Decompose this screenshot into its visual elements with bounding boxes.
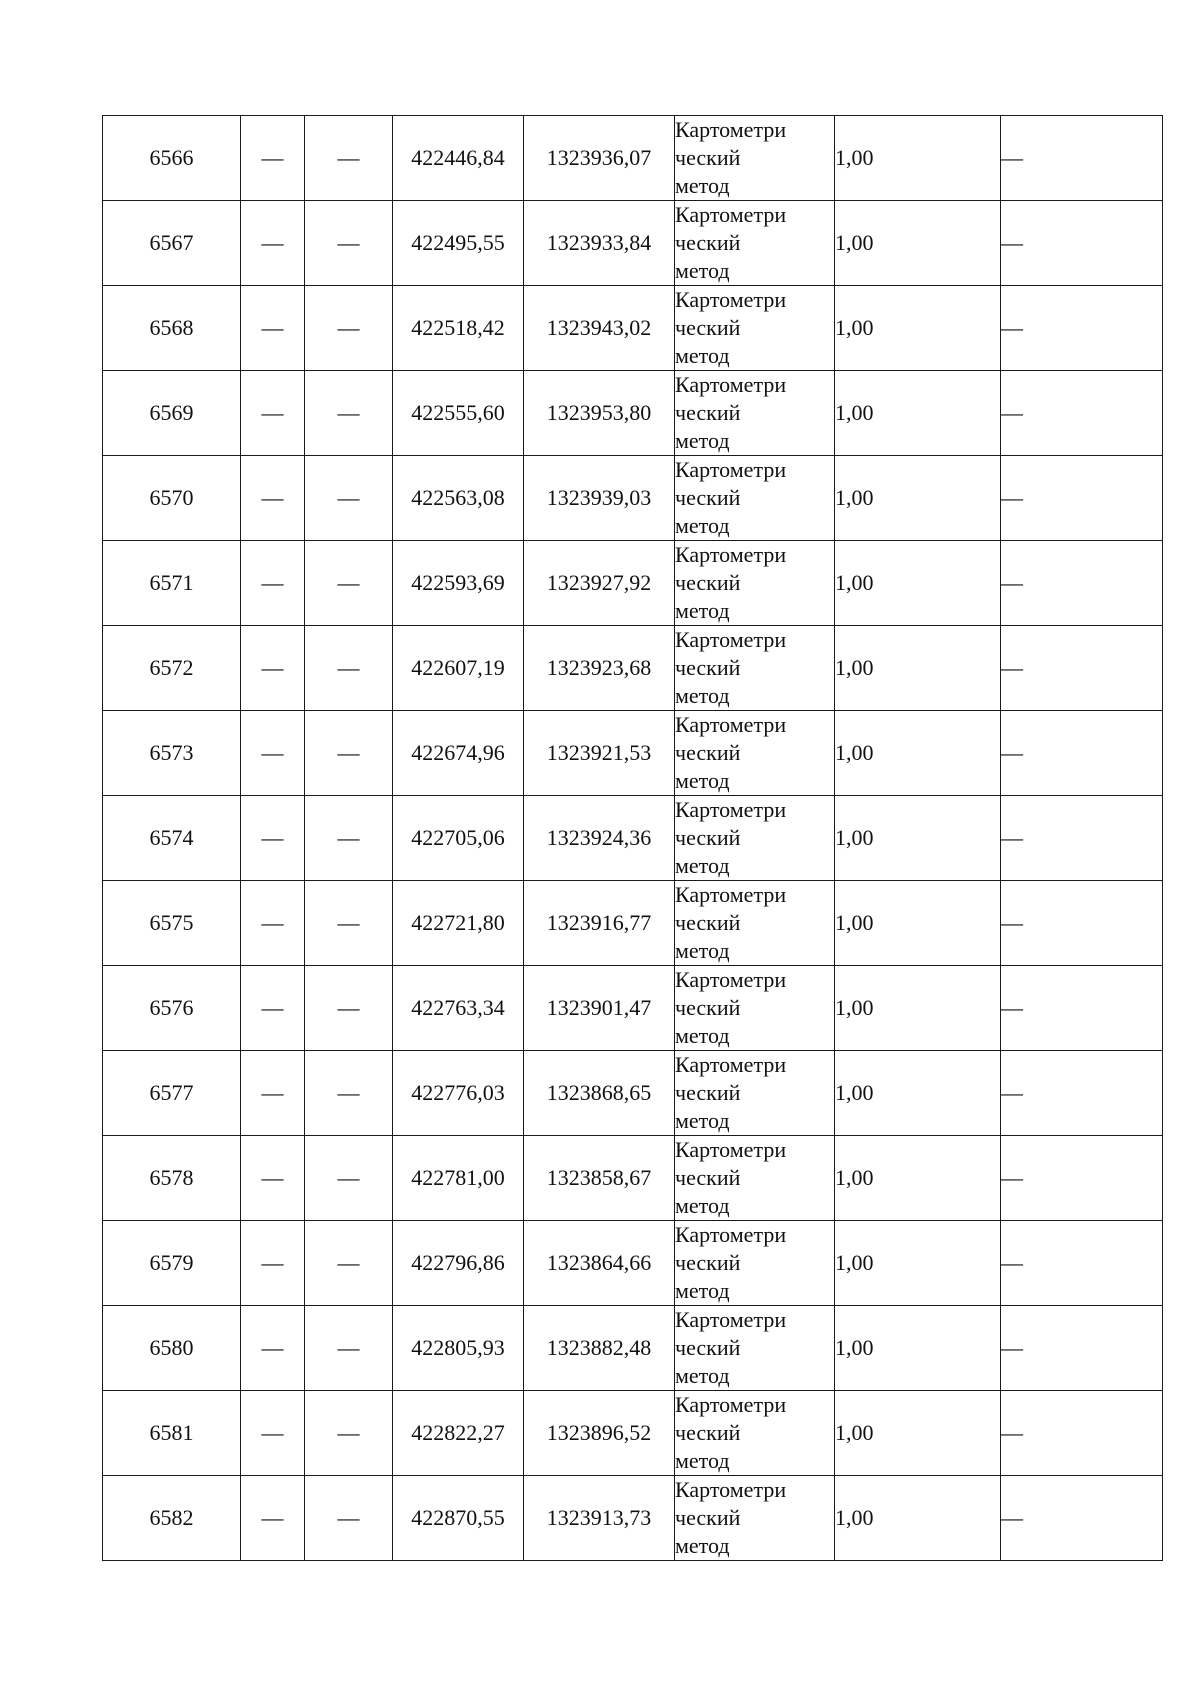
empty-dash-cell: —	[1001, 626, 1163, 711]
method-text-line: Картометри	[675, 287, 787, 312]
table-row	[103, 371, 1163, 456]
point-number-cell: 6571	[103, 541, 241, 626]
empty-dash-cell: —	[241, 1136, 305, 1221]
method-text-line: ческий	[675, 400, 741, 425]
method-text-line: Картометри	[675, 627, 787, 652]
point-number-cell: 6568	[103, 286, 241, 371]
method-text-line: ческий	[675, 1165, 741, 1190]
method-text-line: Картометри	[675, 1222, 787, 1247]
empty-dash-cell: —	[305, 711, 393, 796]
table-row	[103, 201, 1163, 286]
empty-dash-cell: —	[241, 371, 305, 456]
method-text-line: Картометри	[675, 1477, 787, 1502]
point-number-cell: 6574	[103, 796, 241, 881]
method-text-line: метод	[675, 1533, 730, 1558]
accuracy-cell: 1,00	[835, 1051, 1001, 1136]
coordinate-x-cell: 422705,06	[393, 796, 524, 881]
method-cell	[675, 1136, 835, 1221]
method-text-line: ческий	[675, 145, 741, 170]
empty-dash-cell: —	[1001, 1136, 1163, 1221]
point-number-cell: 6576	[103, 966, 241, 1051]
method-text-line: ческий	[675, 740, 741, 765]
table-row	[103, 1476, 1163, 1561]
empty-dash-cell: —	[241, 626, 305, 711]
method-text-line: метод	[675, 343, 730, 368]
coordinate-y-cell: 1323923,68	[524, 626, 675, 711]
method-cell	[675, 201, 835, 286]
coordinate-y-cell: 1323901,47	[524, 966, 675, 1051]
empty-dash-cell: —	[1001, 371, 1163, 456]
method-cell	[675, 1476, 835, 1561]
table-row	[103, 1221, 1163, 1306]
method-text-line: Картометри	[675, 882, 787, 907]
empty-dash-cell: —	[1001, 1391, 1163, 1476]
method-cell	[675, 966, 835, 1051]
method-text-line: Картометри	[675, 1137, 787, 1162]
empty-dash-cell: —	[1001, 456, 1163, 541]
point-number-cell: 6575	[103, 881, 241, 966]
empty-dash-cell: —	[305, 1051, 393, 1136]
table-row	[103, 1136, 1163, 1221]
table-row	[103, 1051, 1163, 1136]
empty-dash-cell: —	[305, 881, 393, 966]
method-cell	[675, 626, 835, 711]
accuracy-cell: 1,00	[835, 796, 1001, 881]
coordinate-y-cell: 1323943,02	[524, 286, 675, 371]
method-cell	[675, 286, 835, 371]
table-row	[103, 286, 1163, 371]
empty-dash-cell: —	[1001, 881, 1163, 966]
accuracy-cell: 1,00	[835, 541, 1001, 626]
accuracy-cell: 1,00	[835, 286, 1001, 371]
table-row	[103, 541, 1163, 626]
method-text-line: метод	[675, 1023, 730, 1048]
method-text-line: метод	[675, 938, 730, 963]
accuracy-cell: 1,00	[835, 1476, 1001, 1561]
method-text-line: метод	[675, 1278, 730, 1303]
coordinate-y-cell: 1323936,07	[524, 116, 675, 201]
table-row	[103, 116, 1163, 201]
empty-dash-cell: —	[241, 541, 305, 626]
coordinate-y-cell: 1323933,84	[524, 201, 675, 286]
empty-dash-cell: —	[1001, 201, 1163, 286]
point-number-cell: 6577	[103, 1051, 241, 1136]
accuracy-cell: 1,00	[835, 1136, 1001, 1221]
method-text-line: метод	[675, 1193, 730, 1218]
method-text-line: Картометри	[675, 1052, 787, 1077]
method-text-line: метод	[675, 258, 730, 283]
accuracy-cell: 1,00	[835, 116, 1001, 201]
method-text-line: метод	[675, 1448, 730, 1473]
coordinate-x-cell: 422555,60	[393, 371, 524, 456]
table-row	[103, 966, 1163, 1051]
accuracy-cell: 1,00	[835, 711, 1001, 796]
method-text-line: Картометри	[675, 1307, 787, 1332]
accuracy-cell: 1,00	[835, 966, 1001, 1051]
empty-dash-cell: —	[1001, 286, 1163, 371]
method-cell	[675, 1306, 835, 1391]
accuracy-cell: 1,00	[835, 1221, 1001, 1306]
point-number-cell: 6572	[103, 626, 241, 711]
method-text-line: ческий	[675, 1420, 741, 1445]
empty-dash-cell: —	[1001, 966, 1163, 1051]
empty-dash-cell: —	[241, 1306, 305, 1391]
empty-dash-cell: —	[305, 966, 393, 1051]
empty-dash-cell: —	[241, 711, 305, 796]
coordinate-y-cell: 1323953,80	[524, 371, 675, 456]
coordinate-x-cell: 422776,03	[393, 1051, 524, 1136]
empty-dash-cell: —	[1001, 541, 1163, 626]
coordinate-x-cell: 422563,08	[393, 456, 524, 541]
coordinate-x-cell: 422446,84	[393, 116, 524, 201]
empty-dash-cell: —	[241, 966, 305, 1051]
empty-dash-cell: —	[1001, 116, 1163, 201]
point-number-cell: 6573	[103, 711, 241, 796]
accuracy-cell: 1,00	[835, 1391, 1001, 1476]
table-row	[103, 456, 1163, 541]
point-number-cell: 6582	[103, 1476, 241, 1561]
method-text-line: ческий	[675, 315, 741, 340]
method-text-line: Картометри	[675, 797, 787, 822]
method-cell	[675, 881, 835, 966]
empty-dash-cell: —	[1001, 1221, 1163, 1306]
method-text-line: ческий	[675, 1080, 741, 1105]
method-text-line: ческий	[675, 995, 741, 1020]
empty-dash-cell: —	[1001, 796, 1163, 881]
empty-dash-cell: —	[241, 796, 305, 881]
method-text-line: ческий	[675, 570, 741, 595]
empty-dash-cell: —	[241, 1391, 305, 1476]
empty-dash-cell: —	[305, 371, 393, 456]
method-cell	[675, 541, 835, 626]
method-text-line: метод	[675, 428, 730, 453]
point-number-cell: 6581	[103, 1391, 241, 1476]
method-text-line: ческий	[675, 485, 741, 510]
table-body	[103, 116, 1163, 1561]
method-cell	[675, 711, 835, 796]
method-text-line: Картометри	[675, 1392, 787, 1417]
coordinate-x-cell: 422495,55	[393, 201, 524, 286]
empty-dash-cell: —	[241, 1221, 305, 1306]
coordinate-x-cell: 422763,34	[393, 966, 524, 1051]
method-text-line: Картометри	[675, 457, 787, 482]
empty-dash-cell: —	[305, 1221, 393, 1306]
point-number-cell: 6578	[103, 1136, 241, 1221]
empty-dash-cell: —	[305, 796, 393, 881]
point-number-cell: 6570	[103, 456, 241, 541]
accuracy-cell: 1,00	[835, 371, 1001, 456]
method-text-line: ческий	[675, 655, 741, 680]
coordinate-x-cell: 422593,69	[393, 541, 524, 626]
coordinates-table	[102, 115, 1163, 1561]
method-text-line: метод	[675, 853, 730, 878]
coordinate-y-cell: 1323939,03	[524, 456, 675, 541]
point-number-cell: 6580	[103, 1306, 241, 1391]
empty-dash-cell: —	[305, 626, 393, 711]
method-text-line: Картометри	[675, 712, 787, 737]
method-text-line: Картометри	[675, 202, 787, 227]
method-cell	[675, 1221, 835, 1306]
accuracy-cell: 1,00	[835, 881, 1001, 966]
coordinate-y-cell: 1323913,73	[524, 1476, 675, 1561]
coordinate-x-cell: 422674,96	[393, 711, 524, 796]
method-text-line: метод	[675, 1363, 730, 1388]
method-text-line: ческий	[675, 1335, 741, 1360]
empty-dash-cell: —	[305, 541, 393, 626]
point-number-cell: 6579	[103, 1221, 241, 1306]
empty-dash-cell: —	[1001, 1476, 1163, 1561]
empty-dash-cell: —	[305, 1306, 393, 1391]
empty-dash-cell: —	[305, 1391, 393, 1476]
empty-dash-cell: —	[241, 286, 305, 371]
coordinate-y-cell: 1323896,52	[524, 1391, 675, 1476]
accuracy-cell: 1,00	[835, 201, 1001, 286]
method-text-line: Картометри	[675, 372, 787, 397]
coordinate-x-cell: 422518,42	[393, 286, 524, 371]
method-cell	[675, 1051, 835, 1136]
empty-dash-cell: —	[241, 116, 305, 201]
table-row	[103, 796, 1163, 881]
coordinate-y-cell: 1323864,66	[524, 1221, 675, 1306]
table-row	[103, 881, 1163, 966]
coordinate-x-cell: 422781,00	[393, 1136, 524, 1221]
method-text-line: Картометри	[675, 117, 787, 142]
method-cell	[675, 796, 835, 881]
method-text-line: метод	[675, 1108, 730, 1133]
method-text-line: метод	[675, 768, 730, 793]
accuracy-cell: 1,00	[835, 626, 1001, 711]
method-cell	[675, 371, 835, 456]
method-text-line: метод	[675, 683, 730, 708]
empty-dash-cell: —	[305, 456, 393, 541]
coordinate-x-cell: 422721,80	[393, 881, 524, 966]
empty-dash-cell: —	[241, 456, 305, 541]
method-cell	[675, 1391, 835, 1476]
table-row	[103, 626, 1163, 711]
coordinate-x-cell: 422822,27	[393, 1391, 524, 1476]
empty-dash-cell: —	[241, 201, 305, 286]
empty-dash-cell: —	[241, 1476, 305, 1561]
empty-dash-cell: —	[305, 1136, 393, 1221]
empty-dash-cell: —	[241, 1051, 305, 1136]
empty-dash-cell: —	[305, 1476, 393, 1561]
accuracy-cell: 1,00	[835, 456, 1001, 541]
coordinate-x-cell: 422796,86	[393, 1221, 524, 1306]
method-text-line: ческий	[675, 910, 741, 935]
coordinate-y-cell: 1323868,65	[524, 1051, 675, 1136]
method-text-line: ческий	[675, 825, 741, 850]
coordinate-y-cell: 1323921,53	[524, 711, 675, 796]
table-row	[103, 1306, 1163, 1391]
empty-dash-cell: —	[1001, 711, 1163, 796]
point-number-cell: 6566	[103, 116, 241, 201]
coordinate-y-cell: 1323858,67	[524, 1136, 675, 1221]
empty-dash-cell: —	[305, 201, 393, 286]
point-number-cell: 6567	[103, 201, 241, 286]
empty-dash-cell: —	[1001, 1051, 1163, 1136]
method-text-line: метод	[675, 173, 730, 198]
table-row	[103, 711, 1163, 796]
empty-dash-cell: —	[305, 116, 393, 201]
coordinate-y-cell: 1323916,77	[524, 881, 675, 966]
method-cell	[675, 116, 835, 201]
coordinate-x-cell: 422870,55	[393, 1476, 524, 1561]
method-text-line: метод	[675, 513, 730, 538]
method-text-line: Картометри	[675, 967, 787, 992]
method-text-line: метод	[675, 598, 730, 623]
method-text-line: ческий	[675, 1505, 741, 1530]
method-text-line: ческий	[675, 1250, 741, 1275]
coordinate-y-cell: 1323927,92	[524, 541, 675, 626]
coordinate-x-cell: 422805,93	[393, 1306, 524, 1391]
method-text-line: ческий	[675, 230, 741, 255]
method-cell	[675, 456, 835, 541]
accuracy-cell: 1,00	[835, 1306, 1001, 1391]
empty-dash-cell: —	[305, 286, 393, 371]
method-text-line: Картометри	[675, 542, 787, 567]
coordinate-y-cell: 1323882,48	[524, 1306, 675, 1391]
coordinate-x-cell: 422607,19	[393, 626, 524, 711]
empty-dash-cell: —	[241, 881, 305, 966]
empty-dash-cell: —	[1001, 1306, 1163, 1391]
coordinate-y-cell: 1323924,36	[524, 796, 675, 881]
point-number-cell: 6569	[103, 371, 241, 456]
table-row	[103, 1391, 1163, 1476]
